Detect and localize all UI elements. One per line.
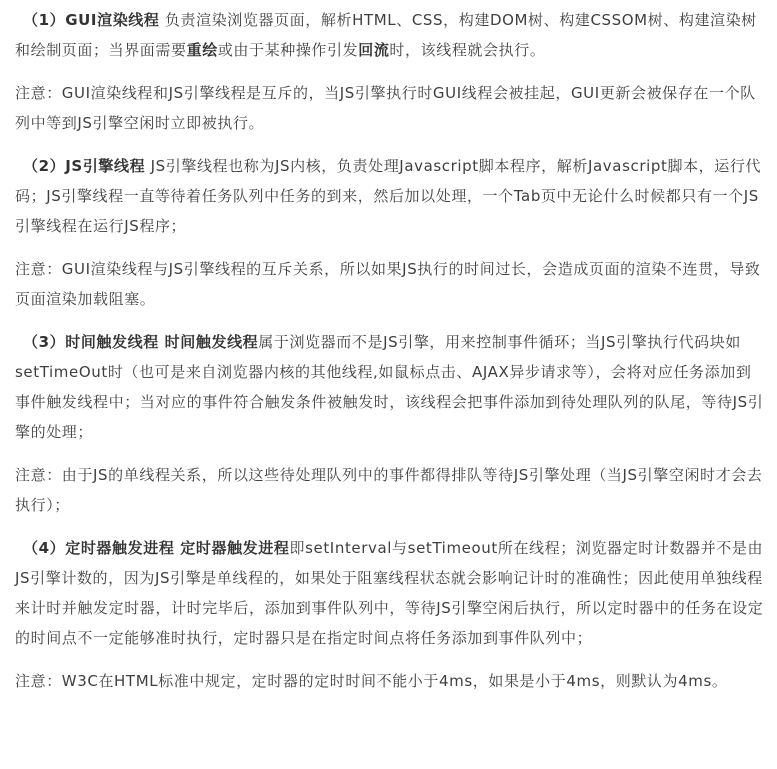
section-4-text-1: 即setInterval与setTimeout所在线程；浏览器定时计数器并不是由JS引擎计数的，因为JS引擎是单线程的，如果处于阻塞线程状态就会影响记计时的准确性；因此使用单独线程来计时并触发定时器，计时完毕后，添加到事件队列中，等待JS引擎空闲后执行，所以定时器中的任务在设定的时间点不一定能够准时执行，定时器只是在指定时间点将任务添加到事件队列中； <box>15 539 764 647</box>
section-3-emphasis: 时间触发线程 <box>158 333 259 351</box>
section-timer-trigger-thread <box>15 533 765 653</box>
section-event-trigger-thread <box>15 327 765 447</box>
section-2-heading: （2）JS引擎线程 <box>23 157 146 175</box>
section-3-heading: （3）时间触发线程 <box>23 333 159 351</box>
section-2-text-1: JS引擎线程也称为JS内核，负责处理Javascript脚本程序，解析Javascript脚本，运行代码；JS引擎线程一直等待着任务队列中任务的到来，然后加以处理，一个Tab页中无论什么时候都只有一个JS引擎线程在运行JS程序； <box>15 157 762 235</box>
section-1-heading: （1）GUI渲染线程 <box>23 11 160 29</box>
section-1-emphasis-repaint: 重绘 <box>186 41 218 59</box>
section-4-heading: （4）定时器触发进程 <box>23 539 175 557</box>
section-1-text-1: 负责渲染浏览器页面，解析HTML、CSS，构建DOM树、构建CSSOM树、构建渲染树和绘制页面；当界面需要 <box>15 11 757 59</box>
section-1-note: 注意：GUI渲染线程和JS引擎线程是互斥的，当JS引擎执行时GUI线程会被挂起，GUI更新会被保存在一个队列中等到JS引擎空闲时立即被执行。 <box>15 84 756 132</box>
section-js-engine-thread <box>15 151 765 241</box>
section-1-text-3: 时，该线程就会执行。 <box>389 41 546 59</box>
section-2-note: 注意：GUI渲染线程与JS引擎线程的互斥关系，所以如果JS执行的时间过长，会造成页面的渲染不连贯，导致页面渲染加载阻塞。 <box>15 260 761 308</box>
section-4-note: 注意：W3C在HTML标准中规定，定时器的定时时间不能小于4ms，如果是小于4ms，则默认为4ms。 <box>15 672 728 690</box>
section-4-emphasis: 定时器触发进程 <box>174 539 290 557</box>
section-1-text-2: 或由于某种操作引发 <box>217 41 359 59</box>
section-3-note: 注意：由于JS的单线程关系，所以这些待处理队列中的事件都得排队等待JS引擎处理（当JS引擎空闲时才会去执行）； <box>15 466 763 514</box>
section-1-emphasis-reflow: 回流 <box>358 41 390 59</box>
section-gui-render-thread <box>15 5 765 65</box>
section-3-text-1: 属于浏览器而不是JS引擎，用来控制事件循环；当JS引擎执行代码块如setTimeOut时（也可是来自浏览器内核的其他线程,如鼠标点击、AJAX异步请求等），会将对应任务添加到事件触发线程中；当对应的事件符合触发条件被触发时，该线程会把事件添加到待处理队列的队尾，等待JS引擎的处理； <box>15 333 764 441</box>
